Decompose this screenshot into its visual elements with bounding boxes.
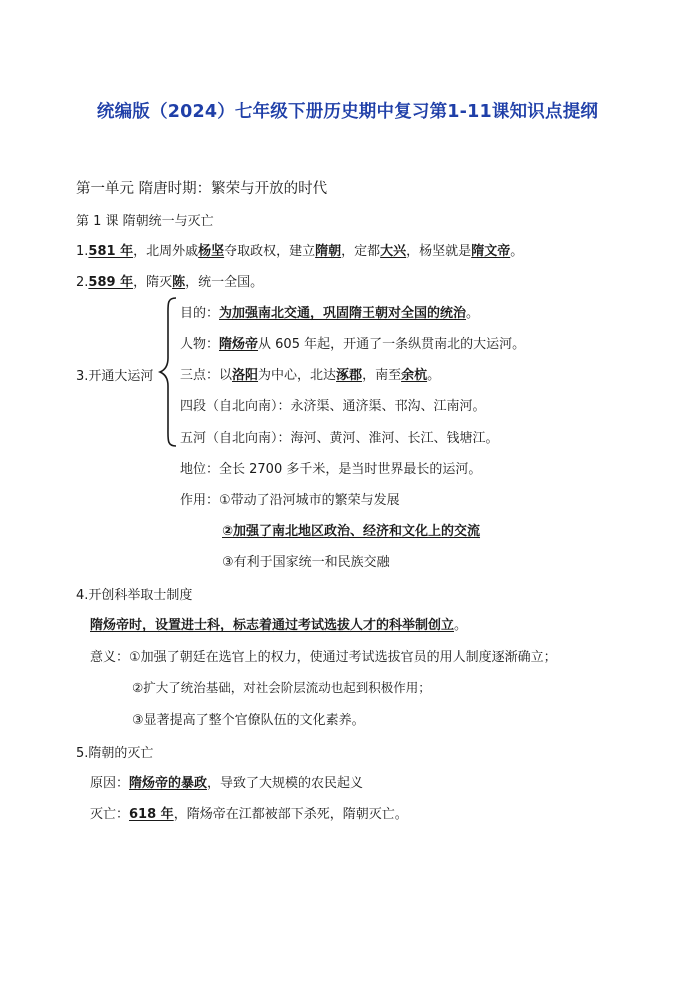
keju-main (90, 614, 467, 633)
item-2 (76, 271, 263, 290)
canal-status: 地位：全长 2700 多千米，是当时世界最长的运河。 (180, 462, 482, 477)
fall-cause (90, 772, 363, 791)
keju-significance (90, 646, 557, 665)
fall-cause-label: 原因： (90, 776, 130, 791)
keju-sig-1: ①加强了朝廷在选官上的权力，使通过考试选拔官员的用人制度逐渐确立； (129, 650, 557, 665)
item-1-text-b: 夺取政权，建立 (224, 244, 316, 259)
canal-points-yuhang: 余杭 (401, 368, 428, 383)
canal-points-text-a: 为中心，北达 (258, 368, 337, 383)
fall-event (90, 803, 408, 822)
canal-effect-3: ③有利于国家统一和民族交融 (222, 555, 390, 570)
item-1-year: 581 年 (88, 244, 134, 259)
item-2-year: 589 年 (88, 275, 134, 290)
item-1-text-d: ，杨坚就是 (406, 244, 472, 259)
item-1-suiwendi: 隋文帝 (471, 244, 511, 259)
canal-purpose (180, 302, 479, 321)
item-1-daxing: 大兴 (380, 244, 407, 259)
canal-person-name: 隋炀帝 (219, 337, 259, 352)
page-title: 统编版（2024）七年级下册历史期中复习第1-11课知识点提纲 (96, 102, 599, 122)
item-2-chen: 陈 (172, 275, 186, 290)
fall-cause-text: ，导致了大规模的农民起义 (207, 776, 364, 791)
item-5-label: 5.隋朝的灭亡 (76, 746, 154, 761)
canal-sections: 四段（自北向南）：永济渠、通济渠、邗沟、江南河。 (180, 399, 486, 414)
canal-effect (180, 489, 400, 508)
item-1-text-c: ，定都 (341, 244, 381, 259)
item-1-text-e: 。 (510, 244, 524, 259)
canal-points (180, 364, 440, 383)
canal-points-luoyang: 洛阳 (232, 368, 259, 383)
keju-sig-label: 意义： (90, 650, 130, 665)
canal-effect-label: 作用： (180, 493, 220, 508)
unit-heading: 第一单元 隋唐时期：繁荣与开放的时代 (76, 181, 328, 197)
item-2-text-b: ，统一全国。 (185, 275, 264, 290)
keju-main-text: 隋炀帝时，设置进士科，标志着通过考试选拔人才的科举制创立 (90, 618, 455, 633)
canal-points-text-b: ，南至 (362, 368, 402, 383)
canal-person-label: 人物： (180, 337, 220, 352)
keju-sig-2: ②扩大了统治基础，对社会阶层流动也起到积极作用； (132, 680, 431, 695)
item-1-text-a: ，北周外戚 (133, 244, 199, 259)
item-2-text-a: ，隋灭 (133, 275, 173, 290)
fall-cause-key: 隋炀帝的暴政 (129, 776, 208, 791)
canal-purpose-end: 。 (466, 306, 480, 321)
item-3-label: 3.开通大运河 (76, 369, 154, 384)
canal-person-text: 从 605 年起，开通了一条纵贯南北的大运河。 (258, 337, 526, 352)
item-4-label: 4.开创科举取士制度 (76, 588, 193, 603)
fall-event-year: 618 年 (129, 807, 174, 822)
lesson-heading: 第 1 课 隋朝统一与灭亡 (76, 214, 214, 229)
canal-points-zhuojun: 涿郡 (336, 368, 363, 383)
canal-person (180, 333, 525, 352)
fall-event-label: 灭亡： (90, 807, 130, 822)
brace-icon (158, 296, 180, 448)
canal-purpose-text: 为加强南北交通，巩固隋王朝对全国的统治 (219, 306, 467, 321)
canal-purpose-label: 目的： (180, 306, 220, 321)
item-1-num: 1. (76, 244, 89, 259)
fall-event-text: ，隋炀帝在江都被部下杀死，隋朝灭亡。 (173, 807, 408, 822)
canal-points-end: 。 (427, 368, 441, 383)
canal-points-label: 三点：以 (180, 368, 233, 383)
canal-rivers: 五河（自北向南）：海河、黄河、淮河、长江、钱塘江。 (180, 431, 499, 446)
canal-effect-1: ①带动了沿河城市的繁荣与发展 (219, 493, 400, 508)
canal-effect-2: ②加强了南北地区政治、经济和文化上的交流 (222, 524, 481, 539)
item-1-yangjian: 杨坚 (198, 244, 225, 259)
item-1 (76, 240, 523, 259)
item-1-suichao: 隋朝 (315, 244, 342, 259)
keju-main-end: 。 (454, 618, 468, 633)
item-2-num: 2. (76, 275, 89, 290)
keju-sig-3: ③显著提高了整个官僚队伍的文化素养。 (132, 713, 365, 728)
